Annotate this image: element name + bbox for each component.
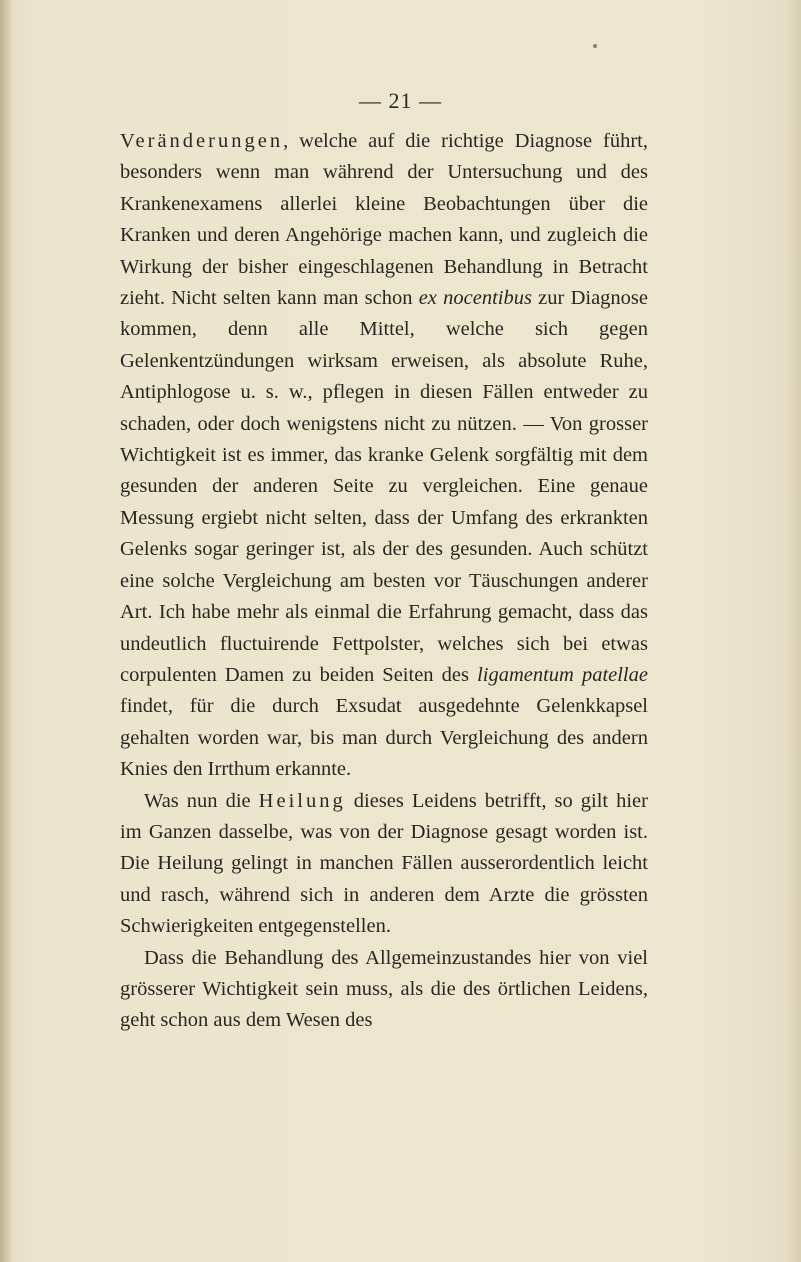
text-run: , welche auf die richtige Diagnose führt, besonders wenn man während der Untersuchung und des Krankenexamens allerlei kleine Beobachtungen über die Kranken und deren Angehörige machen kann, und zugleich die Wirkung der bisher eingeschlagenen Behandlung in Betracht zieht. Nicht selten kann man schon <box>120 130 648 310</box>
text-run-italic: ex nocentibus <box>418 287 532 310</box>
text-run: findet, für die durch Exsudat ausgedehnte Gelenkkapsel gehalten worden war, bis man durch Vergleichung des andern Knies den Irrthum erkannte. <box>120 695 648 781</box>
body-text <box>120 126 648 1037</box>
page-spine-shadow <box>0 0 12 1262</box>
text-run: Was nun die <box>144 789 259 812</box>
text-run-italic: ligamentum patellae <box>477 663 648 686</box>
paragraph-1 <box>120 126 648 786</box>
text-run: Dass die Behandlung des Allgemeinzustandes hier von viel grösserer Wichtigkeit sein muss, als die des örtlichen Leidens, geht schon aus dem Wesen des <box>120 946 648 1032</box>
text-run: zur Diagnose kommen, denn alle Mittel, welche sich gegen Gelenkentzündungen wirksam erweisen, als absolute Ruhe, Antiphlogose u. s. w., pflegen in diesen Fällen entweder zu schaden, oder doch wenigstens nicht zu nützen. — Von grosser Wichtigkeit ist es immer, das kranke Gelenk sorgfältig mit dem gesunden der anderen Seite zu vergleichen. Eine genaue Messung ergiebt nicht selten, dass der Umfang des erkrankten Gelenks sogar geringer ist, als der des gesunden. Auch schützt eine solche Vergleichung am besten vor Täuschungen anderer Art. Ich habe mehr als einmal die Erfahrung gemacht, dass das undeutlich fluctuirende Fettpolster, welches sich bei etwas corpulenten Damen zu beiden Seiten des <box>120 287 649 686</box>
paper-speck <box>593 44 597 48</box>
text-run: Heilung <box>258 789 346 812</box>
paragraph-3 <box>120 943 648 1037</box>
text-run: Veränderungen <box>120 130 284 152</box>
page-number: — 21 — <box>359 88 442 113</box>
text-run: dieses Leidens betrifft, so gilt hier im Ganzen dasselbe, was von der Diagnose gesagt worden ist. Die Heilung gelingt in manchen Fällen ausserordentlich leicht und rasch, während sich in anderen dem Arzte die grössten Schwierigkeiten entgegenstellen. <box>120 789 648 938</box>
paragraph-2 <box>120 786 648 943</box>
